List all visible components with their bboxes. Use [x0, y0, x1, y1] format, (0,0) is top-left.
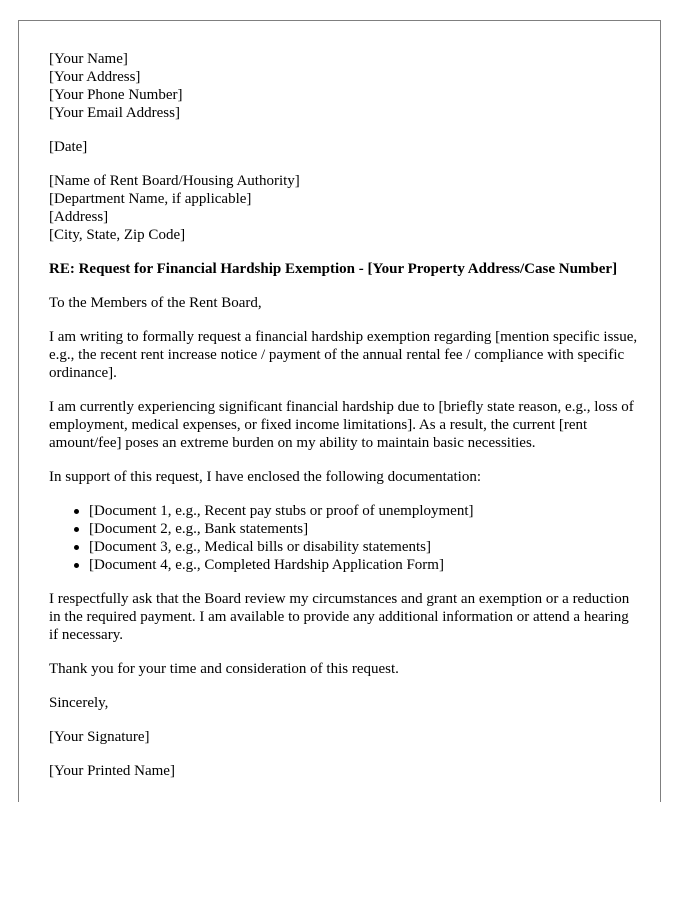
sender-phone: [Your Phone Number] [49, 87, 183, 103]
closing-paragraph-1: I respectfully ask that the Board review my circumstances and grant an exemption or a reduction in the required payment. I am available to provide any additional information or attend a hearing if necessary. [49, 591, 630, 643]
bullet-icon [74, 509, 79, 514]
document-item-text: [Document 4, e.g., Completed Hardship Application Form] [89, 557, 444, 573]
signoff: Sincerely, [49, 695, 109, 711]
letter-page [18, 20, 661, 802]
list-item [89, 538, 639, 556]
bullet-icon [74, 545, 79, 550]
recipient-name: [Name of Rent Board/Housing Authority] [49, 173, 300, 189]
printed-name: [Your Printed Name] [49, 763, 175, 779]
letter-date: [Date] [49, 139, 88, 155]
date-block [49, 138, 639, 156]
list-item [89, 520, 639, 538]
salutation: To the Members of the Rent Board, [49, 295, 262, 311]
sender-block [49, 50, 639, 122]
document-item-text: [Document 2, e.g., Bank statements] [89, 521, 309, 537]
signature: [Your Signature] [49, 729, 150, 745]
sender-name: [Your Name] [49, 51, 128, 67]
closing-paragraph-2: Thank you for your time and consideration of this request. [49, 661, 399, 677]
recipient-address: [Address] [49, 209, 109, 225]
subject-line: RE: Request for Financial Hardship Exemption - [Your Property Address/Case Number] [49, 261, 618, 277]
bullet-icon [74, 563, 79, 568]
document-item-text: [Document 1, e.g., Recent pay stubs or proof of unemployment] [89, 503, 474, 519]
documentation-list [49, 502, 639, 574]
list-item [89, 556, 639, 574]
recipient-city-state-zip: [City, State, Zip Code] [49, 227, 186, 243]
recipient-department: [Department Name, if applicable] [49, 191, 252, 207]
letter-content [49, 50, 639, 796]
sender-email: [Your Email Address] [49, 105, 180, 121]
recipient-block [49, 172, 639, 244]
body-paragraph-3: In support of this request, I have enclosed the following documentation: [49, 469, 481, 485]
body-paragraph-2: I am currently experiencing significant financial hardship due to [briefly state reason, e.g., loss of employment, medical expenses, or fixed income limitations]. As a result, the current [rent amount/fee] poses an extreme burden on my ability to maintain basic necessities. [49, 399, 634, 451]
bullet-icon [74, 527, 79, 532]
document-item-text: [Document 3, e.g., Medical bills or disability statements] [89, 539, 432, 555]
sender-address: [Your Address] [49, 69, 141, 85]
body-paragraph-1: I am writing to formally request a financial hardship exemption regarding [mention specific issue, e.g., the recent rent increase notice / payment of the annual rental fee / compliance with specific ordinance]. [49, 329, 638, 381]
list-item [89, 502, 639, 520]
